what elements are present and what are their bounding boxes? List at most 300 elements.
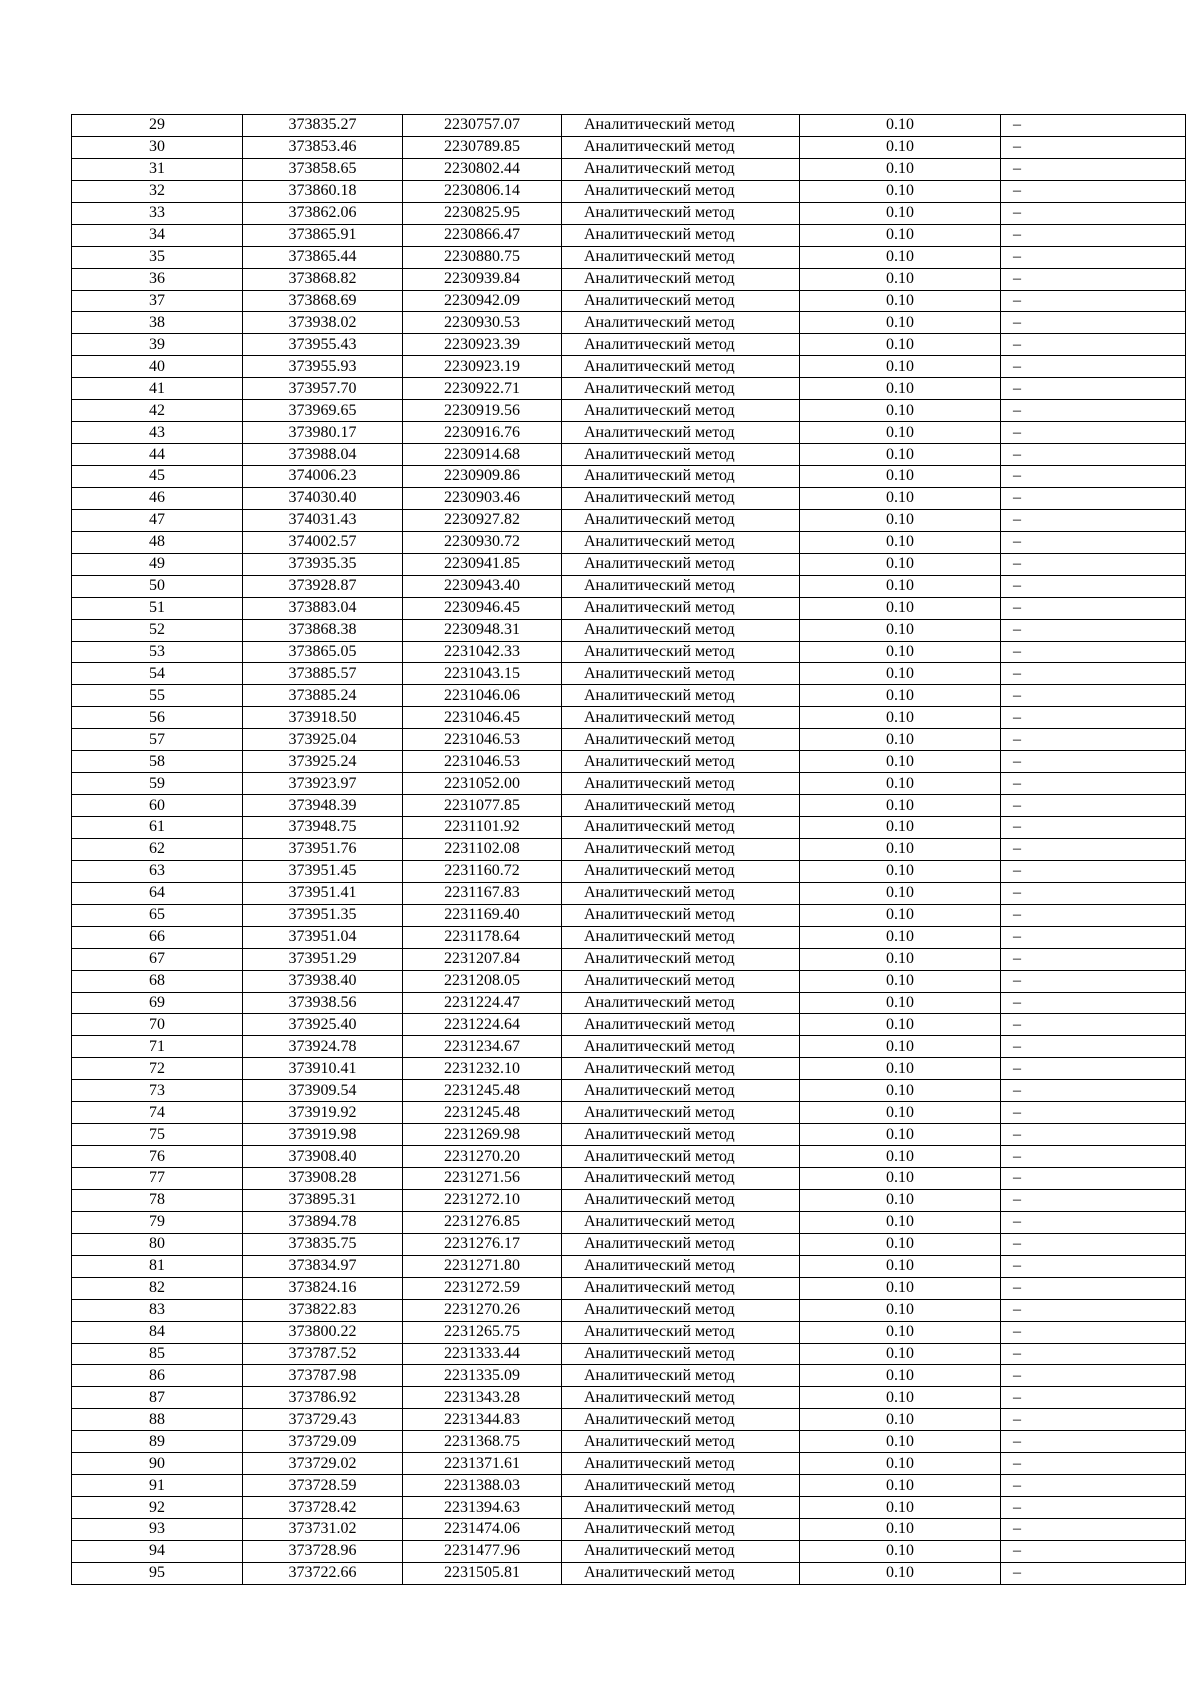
y-coordinate-cell: 2230806.14 bbox=[403, 180, 562, 202]
method-cell: Аналитический метод bbox=[562, 1277, 800, 1299]
x-coordinate-cell: 373729.43 bbox=[243, 1409, 403, 1431]
x-coordinate-cell: 373908.28 bbox=[243, 1168, 403, 1190]
accuracy-cell: 0.10 bbox=[800, 597, 1001, 619]
point-number-cell: 42 bbox=[72, 400, 243, 422]
description-cell: – bbox=[1001, 1497, 1186, 1519]
x-coordinate-cell: 373935.35 bbox=[243, 553, 403, 575]
point-number-cell: 91 bbox=[72, 1475, 243, 1497]
x-coordinate-cell: 373951.04 bbox=[243, 926, 403, 948]
y-coordinate-cell: 2231245.48 bbox=[403, 1080, 562, 1102]
table-row bbox=[72, 729, 1186, 751]
description-cell: – bbox=[1001, 926, 1186, 948]
y-coordinate-cell: 2231043.15 bbox=[403, 663, 562, 685]
accuracy-cell: 0.10 bbox=[800, 992, 1001, 1014]
x-coordinate-cell: 373924.78 bbox=[243, 1036, 403, 1058]
point-number-cell: 66 bbox=[72, 926, 243, 948]
table-row bbox=[72, 992, 1186, 1014]
accuracy-cell: 0.10 bbox=[800, 1058, 1001, 1080]
method-cell: Аналитический метод bbox=[562, 1343, 800, 1365]
method-cell: Аналитический метод bbox=[562, 1365, 800, 1387]
point-number-cell: 84 bbox=[72, 1321, 243, 1343]
x-coordinate-cell: 373951.29 bbox=[243, 948, 403, 970]
method-cell: Аналитический метод bbox=[562, 268, 800, 290]
accuracy-cell: 0.10 bbox=[800, 1233, 1001, 1255]
description-cell: – bbox=[1001, 838, 1186, 860]
description-cell: – bbox=[1001, 1168, 1186, 1190]
x-coordinate-cell: 373885.24 bbox=[243, 685, 403, 707]
accuracy-cell: 0.10 bbox=[800, 115, 1001, 137]
description-cell: – bbox=[1001, 531, 1186, 553]
description-cell: – bbox=[1001, 1036, 1186, 1058]
y-coordinate-cell: 2231208.05 bbox=[403, 970, 562, 992]
y-coordinate-cell: 2231077.85 bbox=[403, 795, 562, 817]
method-cell: Аналитический метод bbox=[562, 1519, 800, 1541]
method-cell: Аналитический метод bbox=[562, 356, 800, 378]
x-coordinate-cell: 373835.27 bbox=[243, 115, 403, 137]
table-row bbox=[72, 860, 1186, 882]
point-number-cell: 61 bbox=[72, 817, 243, 839]
accuracy-cell: 0.10 bbox=[800, 1453, 1001, 1475]
table-row bbox=[72, 1387, 1186, 1409]
point-number-cell: 36 bbox=[72, 268, 243, 290]
y-coordinate-cell: 2230914.68 bbox=[403, 444, 562, 466]
y-coordinate-cell: 2230948.31 bbox=[403, 619, 562, 641]
description-cell: – bbox=[1001, 904, 1186, 926]
table-row bbox=[72, 1058, 1186, 1080]
point-number-cell: 47 bbox=[72, 509, 243, 531]
description-cell: – bbox=[1001, 619, 1186, 641]
accuracy-cell: 0.10 bbox=[800, 202, 1001, 224]
point-number-cell: 64 bbox=[72, 882, 243, 904]
accuracy-cell: 0.10 bbox=[800, 926, 1001, 948]
table-row bbox=[72, 1343, 1186, 1365]
description-cell: – bbox=[1001, 773, 1186, 795]
x-coordinate-cell: 373909.54 bbox=[243, 1080, 403, 1102]
y-coordinate-cell: 2231042.33 bbox=[403, 641, 562, 663]
y-coordinate-cell: 2231276.85 bbox=[403, 1211, 562, 1233]
x-coordinate-cell: 373938.56 bbox=[243, 992, 403, 1014]
point-number-cell: 34 bbox=[72, 224, 243, 246]
table-row bbox=[72, 1562, 1186, 1584]
point-number-cell: 70 bbox=[72, 1014, 243, 1036]
point-number-cell: 41 bbox=[72, 378, 243, 400]
method-cell: Аналитический метод bbox=[562, 926, 800, 948]
y-coordinate-cell: 2231245.48 bbox=[403, 1102, 562, 1124]
point-number-cell: 39 bbox=[72, 334, 243, 356]
x-coordinate-cell: 373925.24 bbox=[243, 751, 403, 773]
method-cell: Аналитический метод bbox=[562, 619, 800, 641]
accuracy-cell: 0.10 bbox=[800, 773, 1001, 795]
table-row bbox=[72, 1299, 1186, 1321]
description-cell: – bbox=[1001, 444, 1186, 466]
y-coordinate-cell: 2231224.47 bbox=[403, 992, 562, 1014]
x-coordinate-cell: 373980.17 bbox=[243, 422, 403, 444]
accuracy-cell: 0.10 bbox=[800, 1540, 1001, 1562]
point-number-cell: 58 bbox=[72, 751, 243, 773]
x-coordinate-cell: 373728.96 bbox=[243, 1540, 403, 1562]
description-cell: – bbox=[1001, 509, 1186, 531]
method-cell: Аналитический метод bbox=[562, 1168, 800, 1190]
accuracy-cell: 0.10 bbox=[800, 1562, 1001, 1584]
table-row bbox=[72, 378, 1186, 400]
point-number-cell: 83 bbox=[72, 1299, 243, 1321]
table-row bbox=[72, 136, 1186, 158]
accuracy-cell: 0.10 bbox=[800, 685, 1001, 707]
point-number-cell: 52 bbox=[72, 619, 243, 641]
description-cell: – bbox=[1001, 992, 1186, 1014]
y-coordinate-cell: 2231046.53 bbox=[403, 751, 562, 773]
x-coordinate-cell: 373919.98 bbox=[243, 1124, 403, 1146]
table-row bbox=[72, 970, 1186, 992]
table-row bbox=[72, 422, 1186, 444]
description-cell: – bbox=[1001, 597, 1186, 619]
table-row bbox=[72, 334, 1186, 356]
x-coordinate-cell: 373938.02 bbox=[243, 312, 403, 334]
accuracy-cell: 0.10 bbox=[800, 444, 1001, 466]
method-cell: Аналитический метод bbox=[562, 641, 800, 663]
description-cell: – bbox=[1001, 1365, 1186, 1387]
point-number-cell: 80 bbox=[72, 1233, 243, 1255]
point-number-cell: 48 bbox=[72, 531, 243, 553]
point-number-cell: 46 bbox=[72, 487, 243, 509]
y-coordinate-cell: 2230919.56 bbox=[403, 400, 562, 422]
y-coordinate-cell: 2231232.10 bbox=[403, 1058, 562, 1080]
accuracy-cell: 0.10 bbox=[800, 970, 1001, 992]
accuracy-cell: 0.10 bbox=[800, 1080, 1001, 1102]
point-number-cell: 81 bbox=[72, 1255, 243, 1277]
y-coordinate-cell: 2231368.75 bbox=[403, 1431, 562, 1453]
point-number-cell: 35 bbox=[72, 246, 243, 268]
point-number-cell: 90 bbox=[72, 1453, 243, 1475]
table-row bbox=[72, 487, 1186, 509]
y-coordinate-cell: 2231101.92 bbox=[403, 817, 562, 839]
point-number-cell: 56 bbox=[72, 707, 243, 729]
y-coordinate-cell: 2230866.47 bbox=[403, 224, 562, 246]
accuracy-cell: 0.10 bbox=[800, 619, 1001, 641]
point-number-cell: 67 bbox=[72, 948, 243, 970]
table-row bbox=[72, 115, 1186, 137]
method-cell: Аналитический метод bbox=[562, 553, 800, 575]
point-number-cell: 74 bbox=[72, 1102, 243, 1124]
y-coordinate-cell: 2230757.07 bbox=[403, 115, 562, 137]
point-number-cell: 40 bbox=[72, 356, 243, 378]
x-coordinate-cell: 373895.31 bbox=[243, 1189, 403, 1211]
description-cell: – bbox=[1001, 751, 1186, 773]
method-cell: Аналитический метод bbox=[562, 860, 800, 882]
y-coordinate-cell: 2231388.03 bbox=[403, 1475, 562, 1497]
description-cell: – bbox=[1001, 882, 1186, 904]
y-coordinate-cell: 2230942.09 bbox=[403, 290, 562, 312]
description-cell: – bbox=[1001, 1102, 1186, 1124]
description-cell: – bbox=[1001, 268, 1186, 290]
accuracy-cell: 0.10 bbox=[800, 1211, 1001, 1233]
table-row bbox=[72, 1453, 1186, 1475]
x-coordinate-cell: 373885.57 bbox=[243, 663, 403, 685]
x-coordinate-cell: 373722.66 bbox=[243, 1562, 403, 1584]
description-cell: – bbox=[1001, 290, 1186, 312]
point-number-cell: 37 bbox=[72, 290, 243, 312]
table-row bbox=[72, 838, 1186, 860]
x-coordinate-cell: 373868.38 bbox=[243, 619, 403, 641]
accuracy-cell: 0.10 bbox=[800, 1277, 1001, 1299]
accuracy-cell: 0.10 bbox=[800, 751, 1001, 773]
method-cell: Аналитический метод bbox=[562, 1321, 800, 1343]
point-number-cell: 45 bbox=[72, 466, 243, 488]
table-row bbox=[72, 685, 1186, 707]
y-coordinate-cell: 2231371.61 bbox=[403, 1453, 562, 1475]
y-coordinate-cell: 2230923.39 bbox=[403, 334, 562, 356]
y-coordinate-cell: 2231046.06 bbox=[403, 685, 562, 707]
table-row bbox=[72, 400, 1186, 422]
table-row bbox=[72, 795, 1186, 817]
point-number-cell: 55 bbox=[72, 685, 243, 707]
method-cell: Аналитический метод bbox=[562, 1124, 800, 1146]
y-coordinate-cell: 2231224.64 bbox=[403, 1014, 562, 1036]
accuracy-cell: 0.10 bbox=[800, 158, 1001, 180]
method-cell: Аналитический метод bbox=[562, 158, 800, 180]
method-cell: Аналитический метод bbox=[562, 1080, 800, 1102]
point-number-cell: 93 bbox=[72, 1519, 243, 1541]
accuracy-cell: 0.10 bbox=[800, 334, 1001, 356]
x-coordinate-cell: 373729.09 bbox=[243, 1431, 403, 1453]
table-row bbox=[72, 751, 1186, 773]
x-coordinate-cell: 373860.18 bbox=[243, 180, 403, 202]
y-coordinate-cell: 2230923.19 bbox=[403, 356, 562, 378]
accuracy-cell: 0.10 bbox=[800, 531, 1001, 553]
accuracy-cell: 0.10 bbox=[800, 487, 1001, 509]
description-cell: – bbox=[1001, 1080, 1186, 1102]
x-coordinate-cell: 374002.57 bbox=[243, 531, 403, 553]
description-cell: – bbox=[1001, 1014, 1186, 1036]
method-cell: Аналитический метод bbox=[562, 1475, 800, 1497]
accuracy-cell: 0.10 bbox=[800, 575, 1001, 597]
description-cell: – bbox=[1001, 1475, 1186, 1497]
description-cell: – bbox=[1001, 356, 1186, 378]
point-number-cell: 60 bbox=[72, 795, 243, 817]
y-coordinate-cell: 2230916.76 bbox=[403, 422, 562, 444]
point-number-cell: 53 bbox=[72, 641, 243, 663]
method-cell: Аналитический метод bbox=[562, 575, 800, 597]
method-cell: Аналитический метод bbox=[562, 685, 800, 707]
table-row bbox=[72, 597, 1186, 619]
y-coordinate-cell: 2231102.08 bbox=[403, 838, 562, 860]
point-number-cell: 62 bbox=[72, 838, 243, 860]
method-cell: Аналитический метод bbox=[562, 466, 800, 488]
method-cell: Аналитический метод bbox=[562, 115, 800, 137]
point-number-cell: 75 bbox=[72, 1124, 243, 1146]
table-row bbox=[72, 1321, 1186, 1343]
x-coordinate-cell: 373786.92 bbox=[243, 1387, 403, 1409]
x-coordinate-cell: 373835.75 bbox=[243, 1233, 403, 1255]
point-number-cell: 77 bbox=[72, 1168, 243, 1190]
description-cell: – bbox=[1001, 1299, 1186, 1321]
y-coordinate-cell: 2231477.96 bbox=[403, 1540, 562, 1562]
method-cell: Аналитический метод bbox=[562, 1102, 800, 1124]
table-row bbox=[72, 1168, 1186, 1190]
description-cell: – bbox=[1001, 158, 1186, 180]
method-cell: Аналитический метод bbox=[562, 290, 800, 312]
accuracy-cell: 0.10 bbox=[800, 1497, 1001, 1519]
y-coordinate-cell: 2230941.85 bbox=[403, 553, 562, 575]
x-coordinate-cell: 373951.45 bbox=[243, 860, 403, 882]
description-cell: – bbox=[1001, 795, 1186, 817]
description-cell: – bbox=[1001, 1519, 1186, 1541]
description-cell: – bbox=[1001, 136, 1186, 158]
accuracy-cell: 0.10 bbox=[800, 1124, 1001, 1146]
table-row bbox=[72, 926, 1186, 948]
y-coordinate-cell: 2230946.45 bbox=[403, 597, 562, 619]
accuracy-cell: 0.10 bbox=[800, 948, 1001, 970]
description-cell: – bbox=[1001, 180, 1186, 202]
method-cell: Аналитический метод bbox=[562, 444, 800, 466]
accuracy-cell: 0.10 bbox=[800, 400, 1001, 422]
method-cell: Аналитический метод bbox=[562, 970, 800, 992]
y-coordinate-cell: 2231271.56 bbox=[403, 1168, 562, 1190]
accuracy-cell: 0.10 bbox=[800, 246, 1001, 268]
x-coordinate-cell: 373729.02 bbox=[243, 1453, 403, 1475]
table-row bbox=[72, 1124, 1186, 1146]
method-cell: Аналитический метод bbox=[562, 904, 800, 926]
description-cell: – bbox=[1001, 202, 1186, 224]
method-cell: Аналитический метод bbox=[562, 487, 800, 509]
table-row bbox=[72, 268, 1186, 290]
y-coordinate-cell: 2231234.67 bbox=[403, 1036, 562, 1058]
accuracy-cell: 0.10 bbox=[800, 838, 1001, 860]
accuracy-cell: 0.10 bbox=[800, 817, 1001, 839]
method-cell: Аналитический метод bbox=[562, 180, 800, 202]
table-row bbox=[72, 1014, 1186, 1036]
table-row bbox=[72, 1036, 1186, 1058]
y-coordinate-cell: 2231207.84 bbox=[403, 948, 562, 970]
table-row bbox=[72, 444, 1186, 466]
x-coordinate-cell: 374006.23 bbox=[243, 466, 403, 488]
table-row bbox=[72, 1233, 1186, 1255]
method-cell: Аналитический метод bbox=[562, 1014, 800, 1036]
y-coordinate-cell: 2230825.95 bbox=[403, 202, 562, 224]
accuracy-cell: 0.10 bbox=[800, 1299, 1001, 1321]
description-cell: – bbox=[1001, 860, 1186, 882]
description-cell: – bbox=[1001, 1058, 1186, 1080]
y-coordinate-cell: 2231169.40 bbox=[403, 904, 562, 926]
description-cell: – bbox=[1001, 970, 1186, 992]
method-cell: Аналитический метод bbox=[562, 1431, 800, 1453]
x-coordinate-cell: 373951.76 bbox=[243, 838, 403, 860]
description-cell: – bbox=[1001, 1146, 1186, 1168]
description-cell: – bbox=[1001, 378, 1186, 400]
y-coordinate-cell: 2230939.84 bbox=[403, 268, 562, 290]
y-coordinate-cell: 2230930.72 bbox=[403, 531, 562, 553]
x-coordinate-cell: 373955.43 bbox=[243, 334, 403, 356]
point-number-cell: 30 bbox=[72, 136, 243, 158]
accuracy-cell: 0.10 bbox=[800, 1321, 1001, 1343]
description-cell: – bbox=[1001, 1255, 1186, 1277]
method-cell: Аналитический метод bbox=[562, 1299, 800, 1321]
x-coordinate-cell: 373951.41 bbox=[243, 882, 403, 904]
x-coordinate-cell: 373787.98 bbox=[243, 1365, 403, 1387]
table-row bbox=[72, 1409, 1186, 1431]
x-coordinate-cell: 373925.04 bbox=[243, 729, 403, 751]
description-cell: – bbox=[1001, 641, 1186, 663]
description-cell: – bbox=[1001, 575, 1186, 597]
accuracy-cell: 0.10 bbox=[800, 466, 1001, 488]
method-cell: Аналитический метод bbox=[562, 1211, 800, 1233]
description-cell: – bbox=[1001, 1453, 1186, 1475]
accuracy-cell: 0.10 bbox=[800, 1475, 1001, 1497]
method-cell: Аналитический метод bbox=[562, 202, 800, 224]
method-cell: Аналитический метод bbox=[562, 1540, 800, 1562]
point-number-cell: 57 bbox=[72, 729, 243, 751]
table-row bbox=[72, 663, 1186, 685]
x-coordinate-cell: 373822.83 bbox=[243, 1299, 403, 1321]
accuracy-cell: 0.10 bbox=[800, 1343, 1001, 1365]
y-coordinate-cell: 2231333.44 bbox=[403, 1343, 562, 1365]
point-number-cell: 32 bbox=[72, 180, 243, 202]
y-coordinate-cell: 2230930.53 bbox=[403, 312, 562, 334]
x-coordinate-cell: 373853.46 bbox=[243, 136, 403, 158]
method-cell: Аналитический метод bbox=[562, 246, 800, 268]
description-cell: – bbox=[1001, 246, 1186, 268]
table-row bbox=[72, 619, 1186, 641]
table-row bbox=[72, 1211, 1186, 1233]
method-cell: Аналитический метод bbox=[562, 531, 800, 553]
description-cell: – bbox=[1001, 553, 1186, 575]
x-coordinate-cell: 373862.06 bbox=[243, 202, 403, 224]
y-coordinate-cell: 2231272.59 bbox=[403, 1277, 562, 1299]
point-number-cell: 94 bbox=[72, 1540, 243, 1562]
accuracy-cell: 0.10 bbox=[800, 136, 1001, 158]
point-number-cell: 88 bbox=[72, 1409, 243, 1431]
method-cell: Аналитический метод bbox=[562, 992, 800, 1014]
coordinates-table bbox=[71, 114, 1186, 1585]
method-cell: Аналитический метод bbox=[562, 707, 800, 729]
point-number-cell: 95 bbox=[72, 1562, 243, 1584]
table-row bbox=[72, 1146, 1186, 1168]
point-number-cell: 49 bbox=[72, 553, 243, 575]
point-number-cell: 59 bbox=[72, 773, 243, 795]
description-cell: – bbox=[1001, 1321, 1186, 1343]
method-cell: Аналитический метод bbox=[562, 1189, 800, 1211]
x-coordinate-cell: 374031.43 bbox=[243, 509, 403, 531]
accuracy-cell: 0.10 bbox=[800, 904, 1001, 926]
x-coordinate-cell: 373918.50 bbox=[243, 707, 403, 729]
description-cell: – bbox=[1001, 948, 1186, 970]
table-row bbox=[72, 1475, 1186, 1497]
table-row bbox=[72, 575, 1186, 597]
method-cell: Аналитический метод bbox=[562, 663, 800, 685]
method-cell: Аналитический метод bbox=[562, 1255, 800, 1277]
description-cell: – bbox=[1001, 1409, 1186, 1431]
description-cell: – bbox=[1001, 1233, 1186, 1255]
x-coordinate-cell: 373865.44 bbox=[243, 246, 403, 268]
description-cell: – bbox=[1001, 115, 1186, 137]
description-cell: – bbox=[1001, 817, 1186, 839]
x-coordinate-cell: 373865.91 bbox=[243, 224, 403, 246]
method-cell: Аналитический метод bbox=[562, 838, 800, 860]
method-cell: Аналитический метод bbox=[562, 1453, 800, 1475]
table-row bbox=[72, 180, 1186, 202]
method-cell: Аналитический метод bbox=[562, 1497, 800, 1519]
y-coordinate-cell: 2231167.83 bbox=[403, 882, 562, 904]
method-cell: Аналитический метод bbox=[562, 729, 800, 751]
accuracy-cell: 0.10 bbox=[800, 224, 1001, 246]
table-row bbox=[72, 1497, 1186, 1519]
x-coordinate-cell: 373919.92 bbox=[243, 1102, 403, 1124]
point-number-cell: 82 bbox=[72, 1277, 243, 1299]
x-coordinate-cell: 373728.42 bbox=[243, 1497, 403, 1519]
description-cell: – bbox=[1001, 1211, 1186, 1233]
x-coordinate-cell: 373894.78 bbox=[243, 1211, 403, 1233]
table-row bbox=[72, 817, 1186, 839]
